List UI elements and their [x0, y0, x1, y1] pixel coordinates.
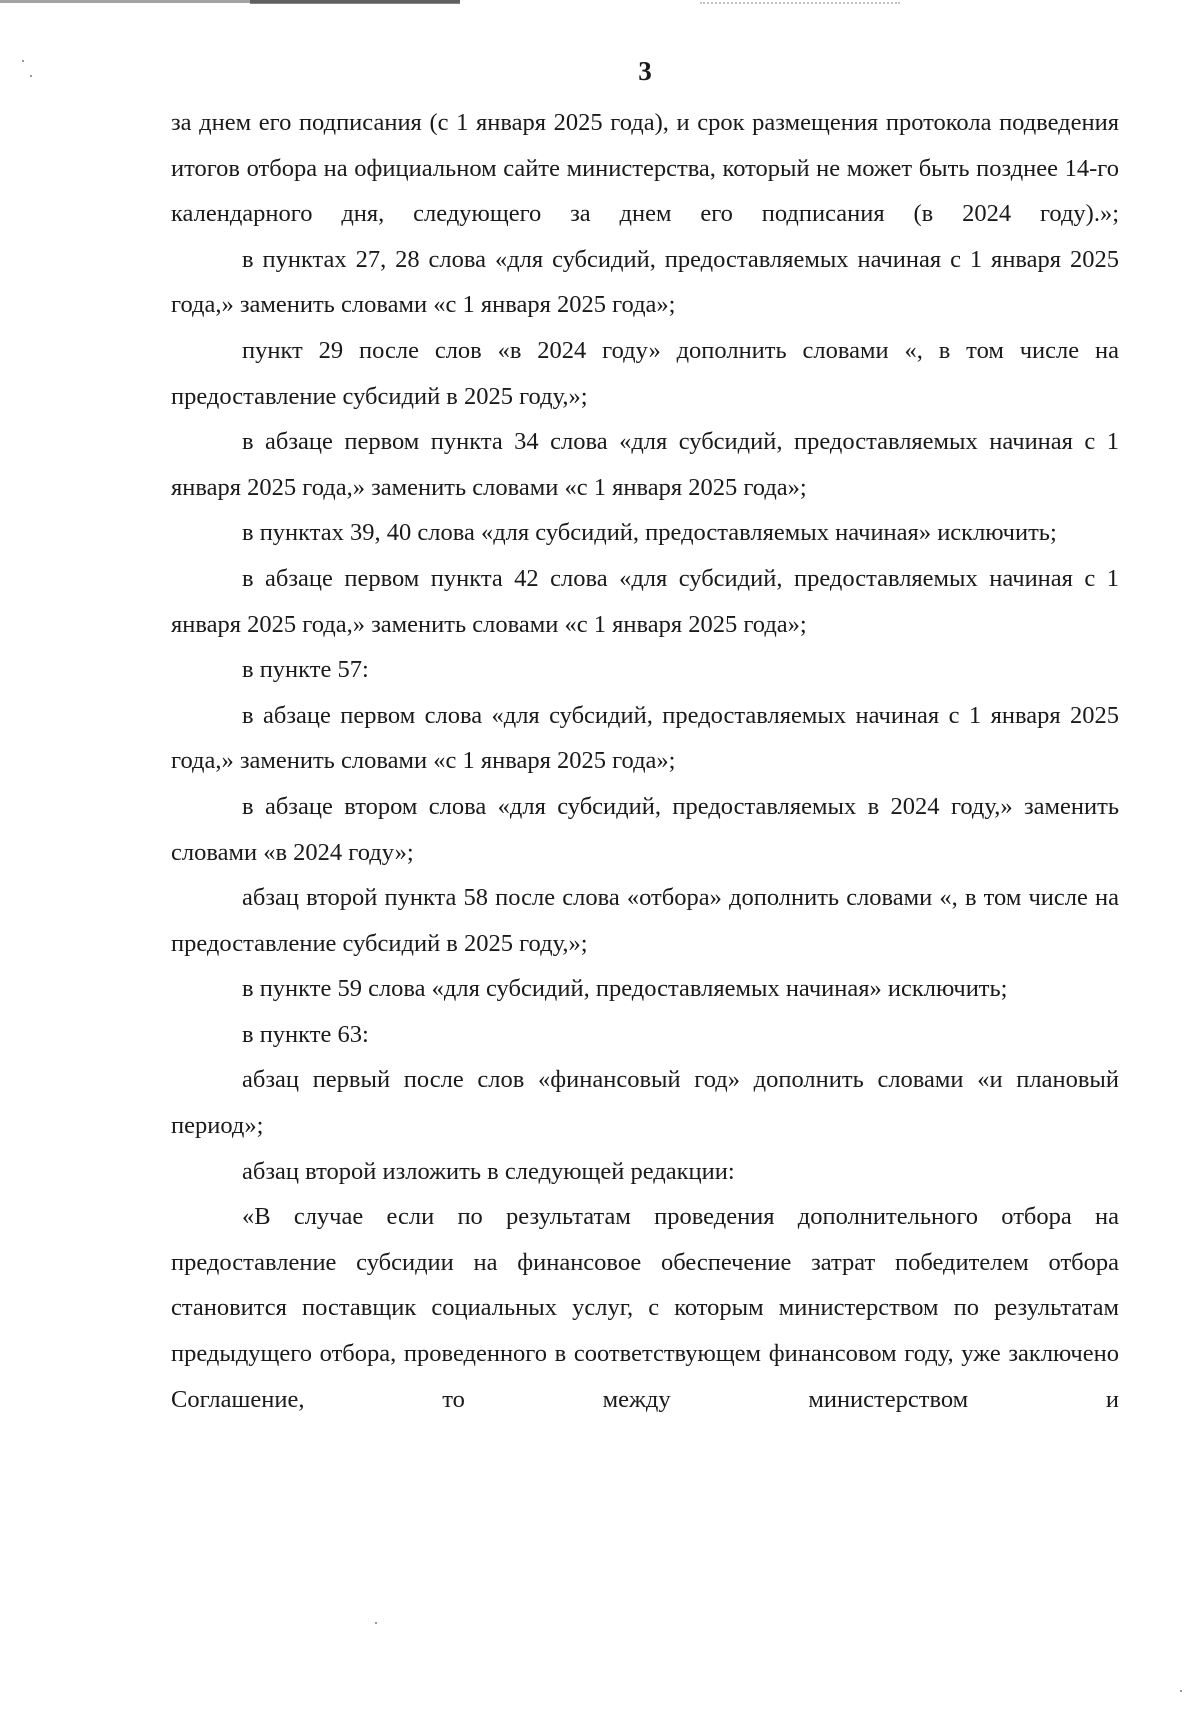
- scan-speck: [1180, 1690, 1182, 1692]
- paragraph: абзац второй изложить в следующей редакции:: [242, 1157, 735, 1185]
- scan-speck: [375, 1622, 377, 1624]
- paragraph: абзац второй пункта 58 после слова «отбора» дополнить словами «, в том числе на предоставление субсидий в 2025 году,»;: [171, 884, 1119, 957]
- paragraph: в пункте 59 слова «для субсидий, предоставляемых начиная» исключить;: [242, 975, 1008, 1003]
- paragraph: «В случае если по результатам проведения дополнительного отбора на предоставление субсидии на финансовое обеспечение затрат победителем отбора становится поставщик социальных услуг, с которым министерством по результатам предыдущего отбора, проведенного в соответствующем финансовом году, уже заключено Соглашение, то между министерством и: [171, 1203, 1119, 1413]
- document-body: [171, 100, 1119, 1422]
- paragraph: в абзаце первом слова «для субсидий, предоставляемых начиная с 1 января 2025 года,» заменить словами «с 1 января 2025 года»;: [171, 701, 1119, 775]
- paragraph: в пунктах 39, 40 слова «для субсидий, предоставляемых начиная» исключить;: [242, 519, 1057, 547]
- paragraph: абзац первый после слов «финансовый год» дополнить словами «и плановый период»;: [171, 1066, 1119, 1140]
- paragraph: в пункте 63:: [242, 1020, 369, 1048]
- paragraph: за днем его подписания (с 1 января 2025 года), и срок размещения протокола подведения итогов отбора на официальном сайте министерства, который не может быть позднее 14-го календарного дня, следующего за днем его подписания (в 2024 году).»;: [171, 109, 1119, 228]
- page-number: 3: [638, 56, 652, 86]
- paragraph: в абзаце первом пункта 42 слова «для субсидий, предоставляемых начиная с 1 января 2025 года,» заменить словами «с 1 января 2025 года»;: [171, 564, 1119, 638]
- paragraph: в пунктах 27, 28 слова «для субсидий, предоставляемых начиная с 1 января 2025 года,» заменить словами «с 1 января 2025 года»;: [171, 245, 1119, 319]
- paragraph: пункт 29 после слов «в 2024 году» дополнить словами «, в том числе на предоставление субсидий в 2025 году,»;: [171, 336, 1119, 410]
- scan-artifact-top-line: [250, 0, 460, 4]
- paragraph: в пункте 57:: [242, 656, 369, 684]
- scan-artifact-dots: [700, 2, 900, 7]
- paragraph: в абзаце втором слова «для субсидий, предоставляемых в 2024 году,» заменить словами «в 2024 году»;: [171, 792, 1119, 866]
- paragraph: в абзаце первом пункта 34 слова «для субсидий, предоставляемых начиная с 1 января 2025 года,» заменить словами «с 1 января 2025 года»;: [171, 428, 1119, 501]
